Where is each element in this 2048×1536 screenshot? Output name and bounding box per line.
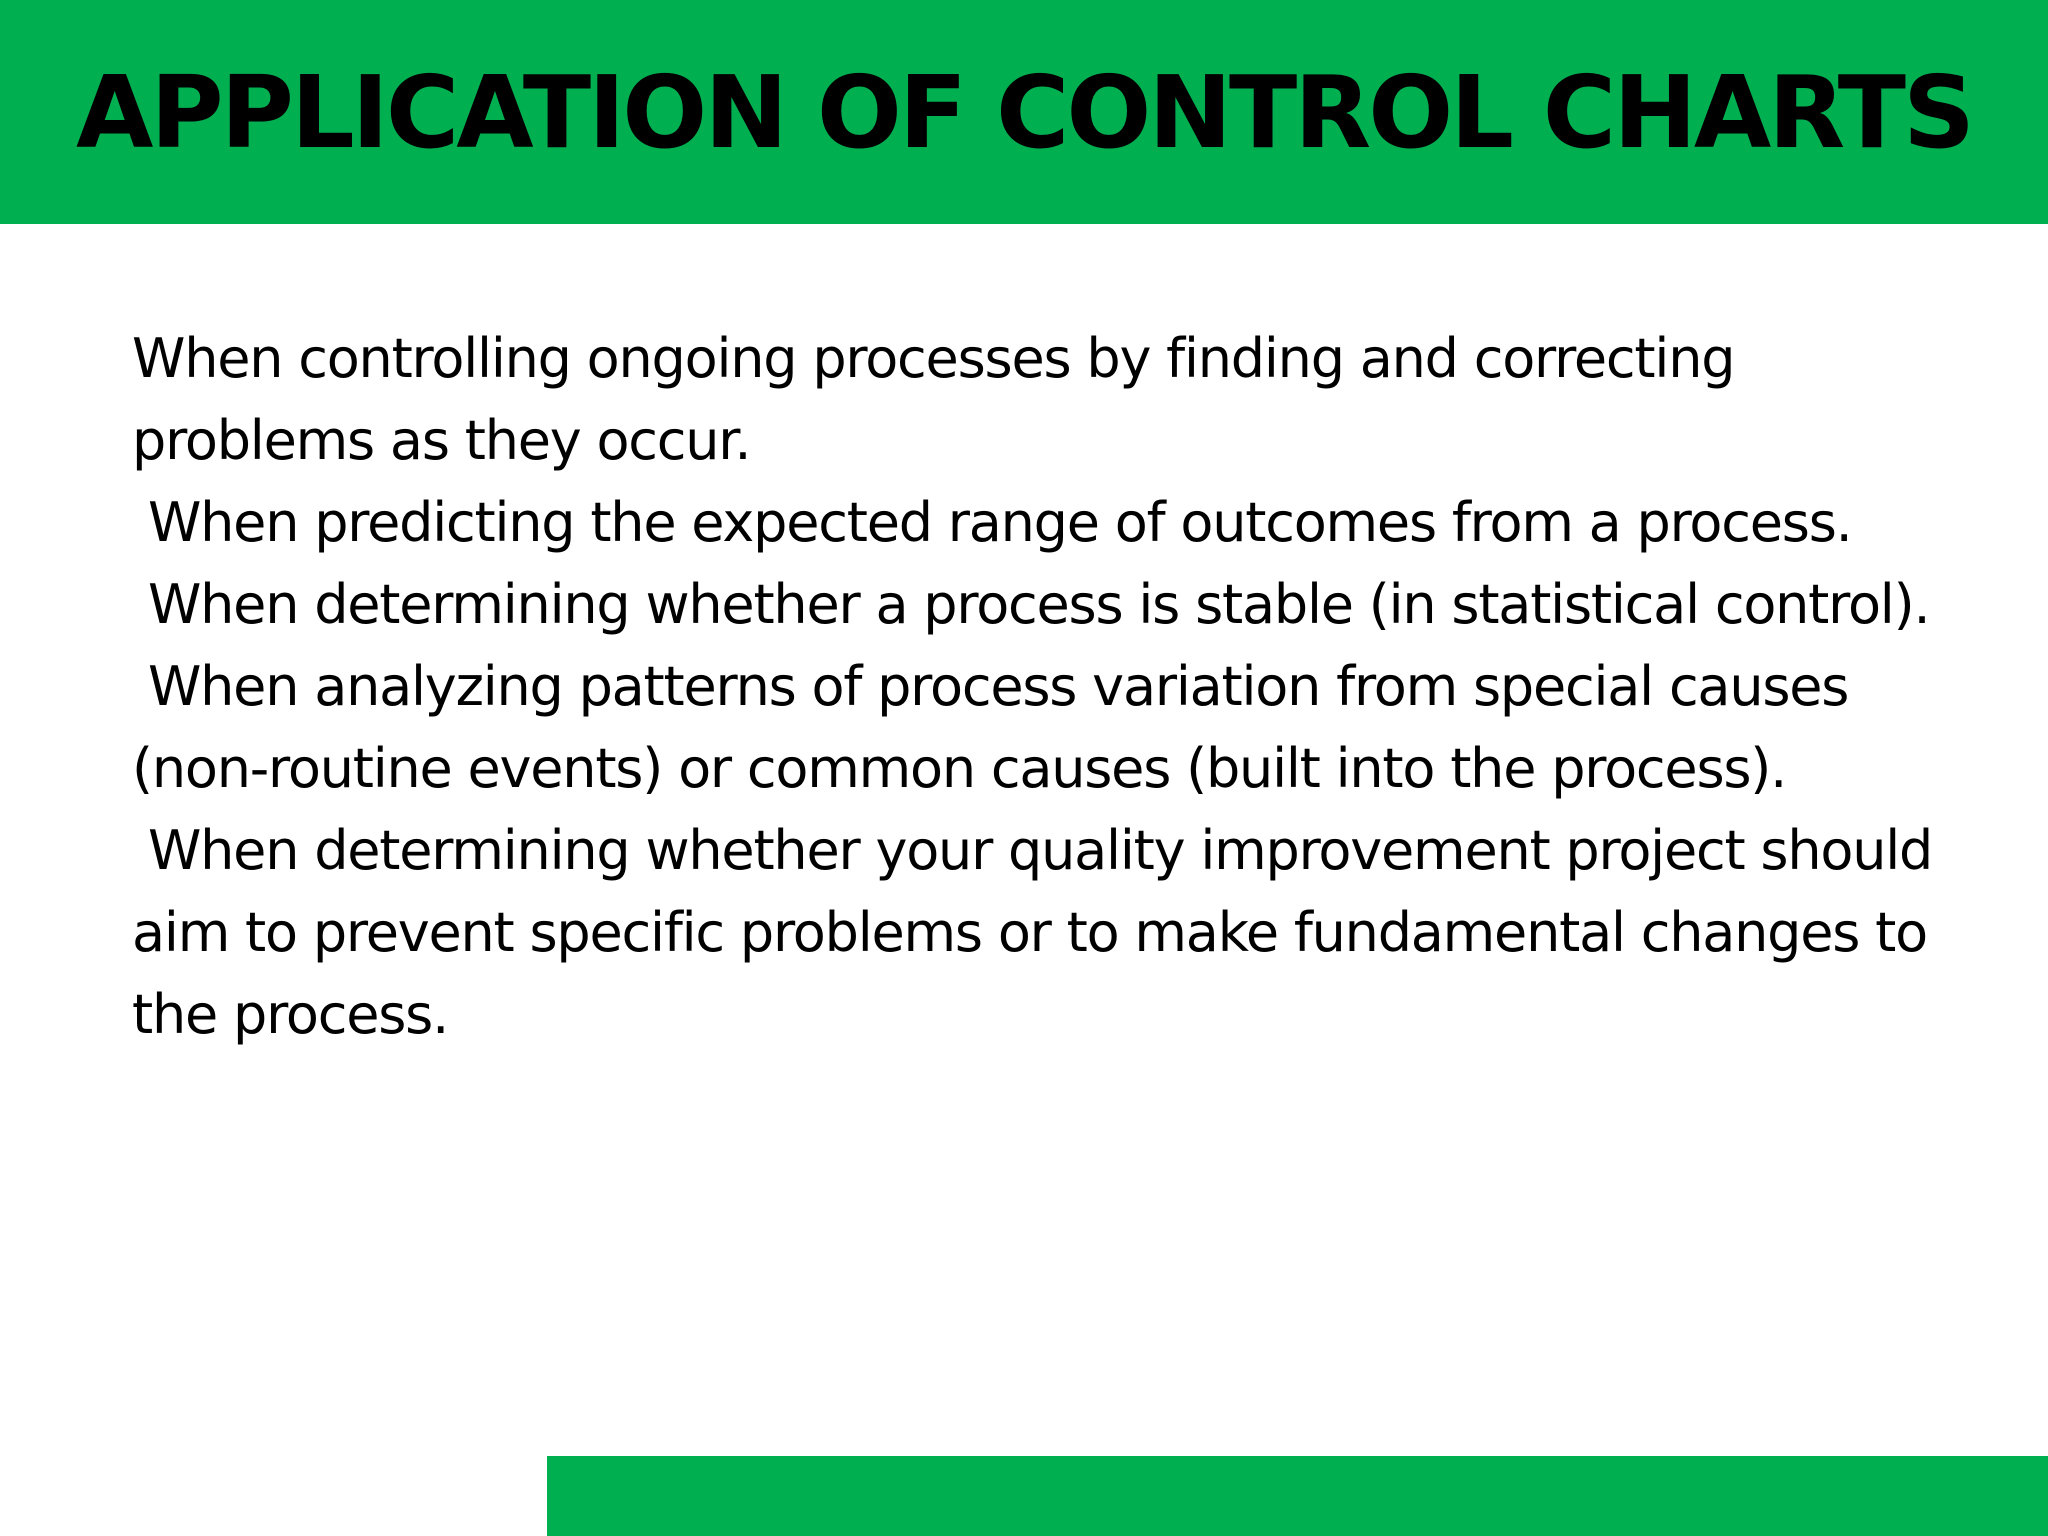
- body-paragraph: When analyzing patterns of process variation from special causes (non-routine events) or common causes (built into the process).: [132, 655, 1865, 800]
- body-paragraph: When controlling ongoing processes by finding and correcting problems as they occur.: [132, 327, 1751, 472]
- body-paragraph: When determining whether a process is stable (in statistical control).: [132, 573, 1930, 636]
- body-paragraph: When predicting the expected range of outcomes from a process.: [132, 491, 1852, 554]
- body-paragraph: When determining whether your quality improvement project should aim to prevent specific problems or to make fundamental changes to the process.: [132, 819, 1949, 1046]
- footer-band: [547, 1456, 2048, 1536]
- slide-title: APPLICATION OF CONTROL CHARTS: [75, 53, 1973, 171]
- slide-body: [132, 318, 1952, 1056]
